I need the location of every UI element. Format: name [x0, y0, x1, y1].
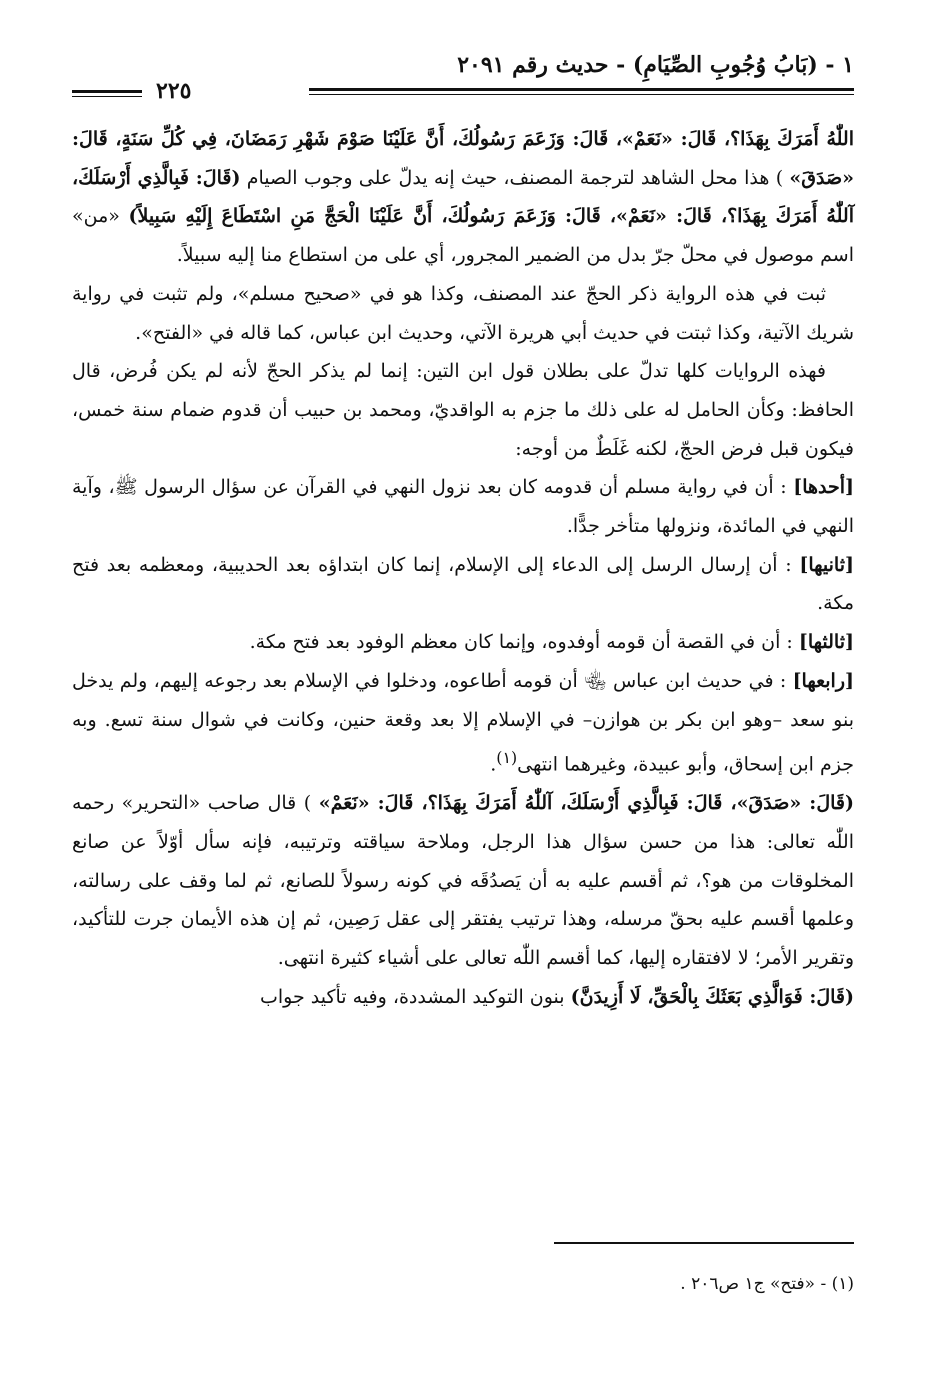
- page-number: ٢٢٥: [156, 78, 192, 104]
- paragraph-p2: [72, 275, 854, 352]
- paragraph-p1: [72, 120, 854, 275]
- paragraph-p7: [72, 662, 854, 784]
- header-rule-thin: [309, 94, 854, 95]
- hadith-text: (قَالَ: فَوَالَّذِي بَعَثَكَ بِالْحَقِّ، لَا أَزِيدَنَّ): [570, 985, 854, 1008]
- header-title: ١ - (بَابُ وُجُوبِ الصِّيَامِ) - حديث رقم ٢٠٩١: [457, 52, 854, 78]
- paragraph-p3: [72, 352, 854, 468]
- commentary-text: بنون التوكيد المشددة، وفيه تأكيد جواب: [259, 985, 571, 1008]
- commentary-text: : أن إرسال الرسل إلى الدعاء إلى الإسلام، إنما كان ابتداؤه بعد الحديبية، ومعظمه بعد فتح مكة.: [72, 553, 854, 615]
- commentary-text: فهذه الروايات كلها تدلّ على بطلان قول ابن التين: إنما لم يذكر الحجّ لأنه لم يكن فُرض، قال الحافظ: وكأن الحامل له على ذلك ما جزم به الواقديّ، ومحمد بن حبيب أن قدوم ضمام سنة خمس، فيكون قبل فرض الحجّ، لكنه غَلَطٌ من أوجه:: [72, 360, 854, 460]
- footnote-rule: [554, 1242, 854, 1244]
- hadith-text: (قَالَ: فَبِالَّذِي أَرْسَلَكَ، آللّٰهُ أَمَرَكَ بِهَذَا؟، قَالَ: «نَعَمْ»، قَالَ: وَزَعَمَ رَسُولُكَ، أَنَّ عَلَيْنَا الْحَجَّ مَنِ اسْتَطَاعَ إِلَيْهِ سَبِيلاً): [72, 166, 854, 228]
- hadith-text: [أحدها]: [793, 476, 854, 499]
- document-page: [72, 42, 854, 1355]
- header-rule-left-thin: [72, 96, 142, 97]
- commentary-text: «من» اسم موصول في محلّ جرّ بدل من الضمير المجرور، أي على من استطاع منا إليه سبيلاً.: [72, 205, 854, 267]
- hadith-text: [ثانيها]: [799, 553, 854, 576]
- hadith-text: [رابعها]: [792, 669, 854, 692]
- paragraph-p5: [72, 546, 854, 623]
- commentary-text: : في حديث ابن عباس ﵄ أن قومه أطاعوه، ودخلوا في الإسلام بعد رجوعه إليهم، ولم يدخل بنو سعد –وهو ابن بكر بن هوازن– في الإسلام إلا بعد وقعة حنين، وكانت في شوال سنة تسع. وبه جزم ابن إسحاق، وأبو عبيدة، وغيرهما انتهى: [72, 669, 854, 776]
- hadith-text: اللّٰهُ أَمَرَكَ بِهَذَا؟، قَالَ: «نَعَمْ»، قَالَ: وَزَعَمَ رَسُولُكَ، أَنَّ عَلَيْنَا صَوْمَ شَهْرِ رَمَضَانَ، فِي كُلِّ سَنَةٍ، قَالَ: «صَدَقَ»: [72, 128, 854, 189]
- paragraph-p9: [72, 978, 854, 1017]
- paragraph-p6: [72, 623, 854, 662]
- commentary-text: ثبت في هذه الرواية ذكر الحجّ عند المصنف، وكذا هو في «صحيح مسلم»، ولم تثبت في رواية شريك الآتية، وكذا ثبتت في حديث أبي هريرة الآتي، وحديث ابن عباس، كما قاله في «الفتح».: [72, 282, 854, 344]
- commentary-text: ) هذا محل الشاهد لترجمة المصنف، حيث إنه يدلّ على وجوب الصيام: [240, 166, 790, 189]
- commentary-text: : أن في رواية مسلم أن قدومه كان بعد نزول النهي في القرآن عن سؤال الرسول ﷺ، وآية النهي في المائدة، ونزولها متأخر جدًّا.: [72, 476, 854, 538]
- commentary-text: : أن في القصة أن قومه أوفدوه، وإنما كان معظم الوفود بعد فتح مكة.: [249, 631, 799, 654]
- paragraph-p4: [72, 468, 854, 545]
- hadith-text: (قَالَ: «صَدَقَ»، قَالَ: فَبِالَّذِي أَرْسَلَكَ، آللّٰهُ أَمَرَكَ بِهَذَا؟، قَالَ: «نَعَمْ»: [318, 792, 854, 815]
- footnote: (١) - «فتح» ج١ ص٢٠٦ .: [680, 1274, 854, 1294]
- hadith-text: [ثالثها]: [798, 631, 854, 654]
- footnote-ref: (١): [496, 748, 518, 768]
- paragraph-p8: [72, 784, 854, 978]
- commentary-text: ) قال صاحب «التحرير» رحمه اللّٰه تعالى: هذا من حسن سؤال هذا الرجل، وملاحة سياقته وترتيبه، فإنه سأل أوّلاً عن صانع المخلوقات من هو؟، ثم أقسم عليه به أن يَصدُقَه في كونه رسولاً للصانع، ثم لما وقف على رسالته، وعلمها أقسم عليه بحقّ مرسله، وهذا ترتيب يفتقر إلى عقل رَصِين، ثم إن هذه الأيمان جرت للتأكيد، وتقرير الأمر؛ لا لافتقاره إليها، كما أقسم اللّٰه تعالى على أشياء كثيرة انتهى.: [72, 792, 854, 970]
- body-text: [72, 120, 854, 1017]
- commentary-text: .: [490, 753, 497, 776]
- header-rule: [309, 88, 854, 91]
- header-rule-left: [72, 90, 142, 93]
- page-header: [72, 42, 854, 120]
